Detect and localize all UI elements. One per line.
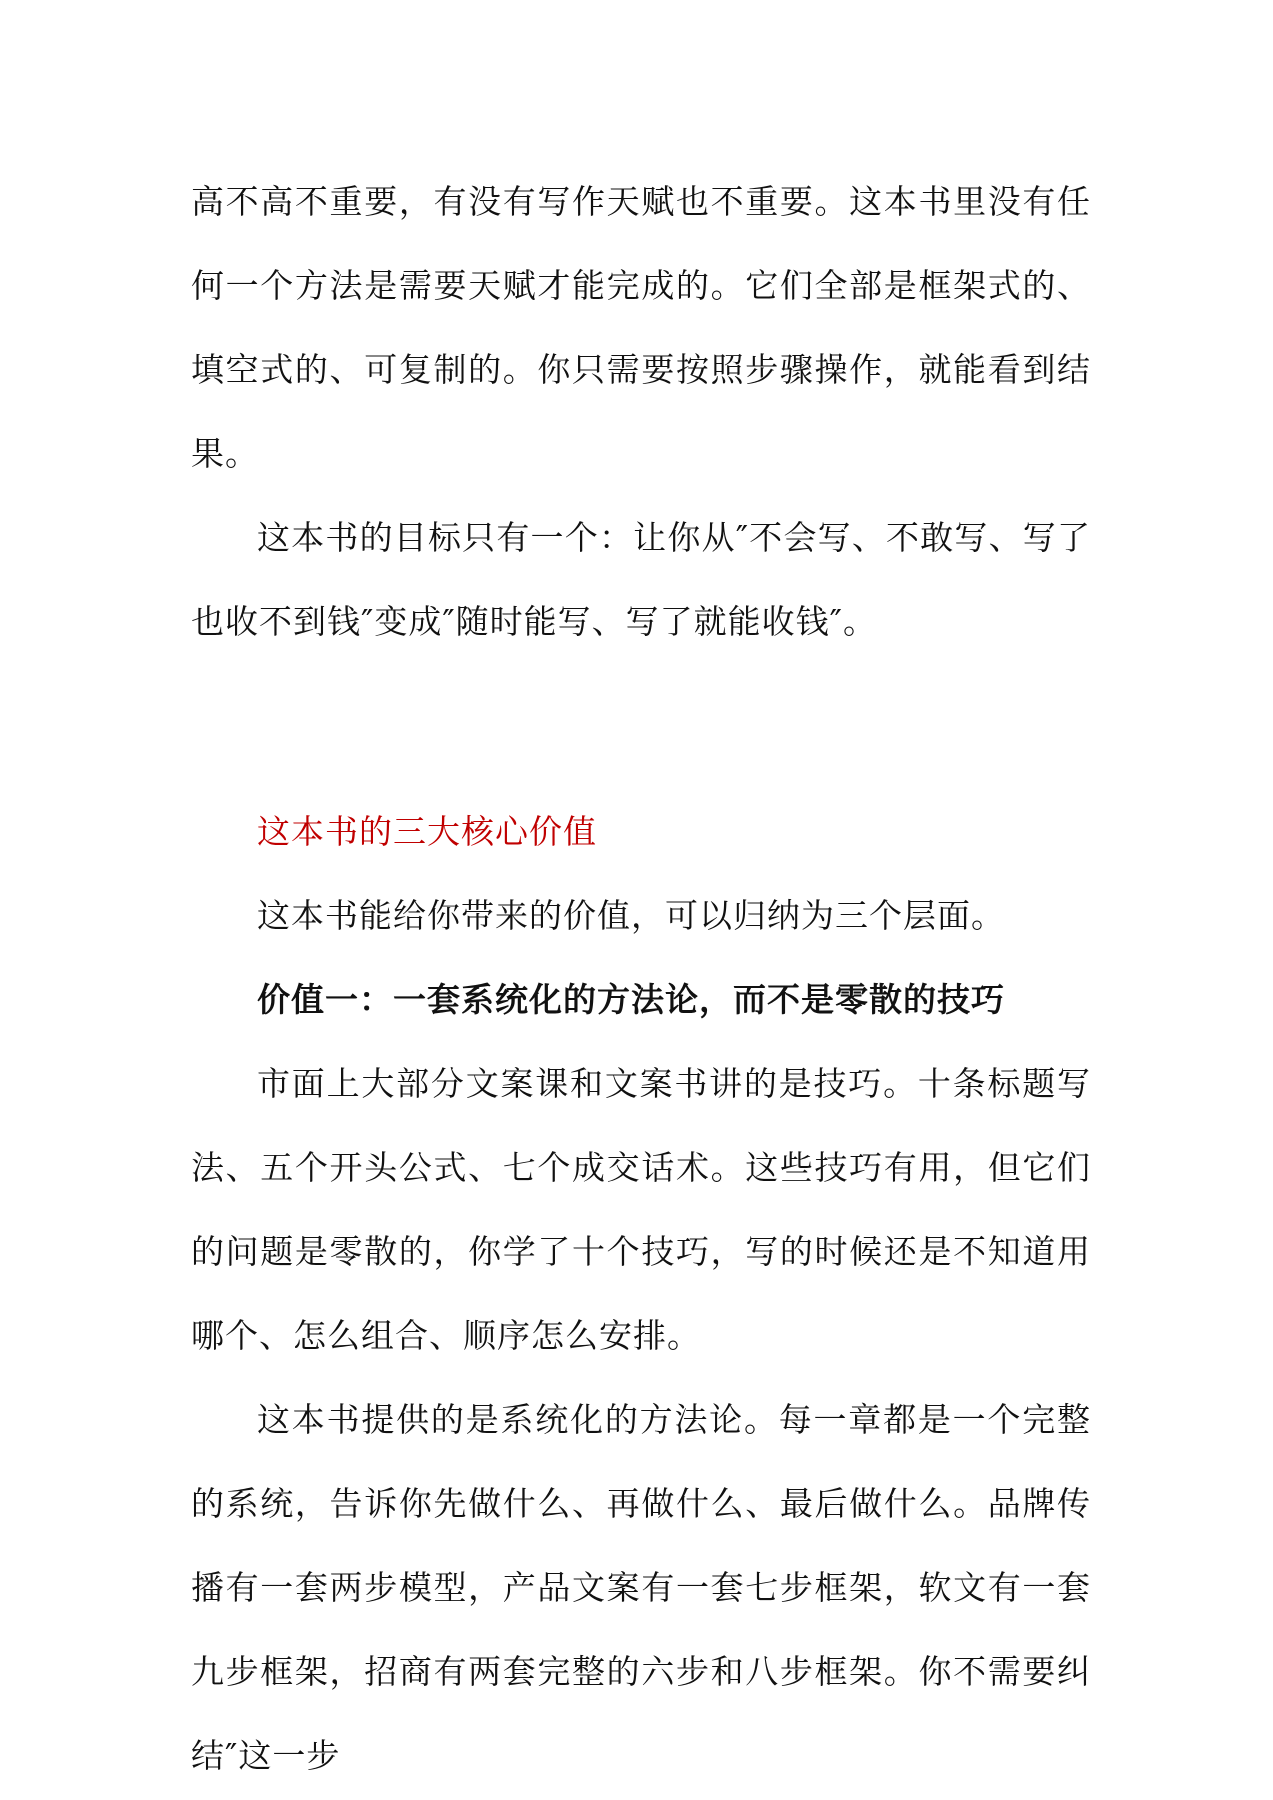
section-title: 这本书的三大核心价值 xyxy=(257,812,597,851)
section-intro: 这本书能给你带来的价值，可以归纳为三个层面。 xyxy=(257,896,1005,935)
document-body xyxy=(191,160,1091,1798)
body-paragraph: 这本书的目标只有一个：让你从″不会写、不敢写、写了也收不到钱″变成″随时能写、写了就能收钱″。 xyxy=(191,518,1091,641)
body-paragraph: 高不高不重要，有没有写作天赋也不重要。这本书里没有任何一个方法是需要天赋才能完成的。它们全部是框架式的、填空式的、可复制的。你只需要按照步骤操作，就能看到结果。 xyxy=(191,182,1091,473)
section-spacer xyxy=(191,664,1091,790)
value-heading: 价值一：一套系统化的方法论，而不是零散的技巧 xyxy=(257,980,1005,1019)
body-paragraph: 市面上大部分文案课和文案书讲的是技巧。十条标题写法、五个开头公式、七个成交话术。这些技巧有用，但它们的问题是零散的，你学了十个技巧，写的时候还是不知道用哪个、怎么组合、顺序怎么安排。 xyxy=(191,1064,1091,1355)
body-paragraph: 这本书提供的是系统化的方法论。每一章都是一个完整的系统，告诉你先做什么、再做什么、最后做什么。品牌传播有一套两步模型，产品文案有一套七步框架，软文有一套九步框架，招商有两套完整的六步和八步框架。你不需要纠结″这一步 xyxy=(191,1400,1091,1775)
